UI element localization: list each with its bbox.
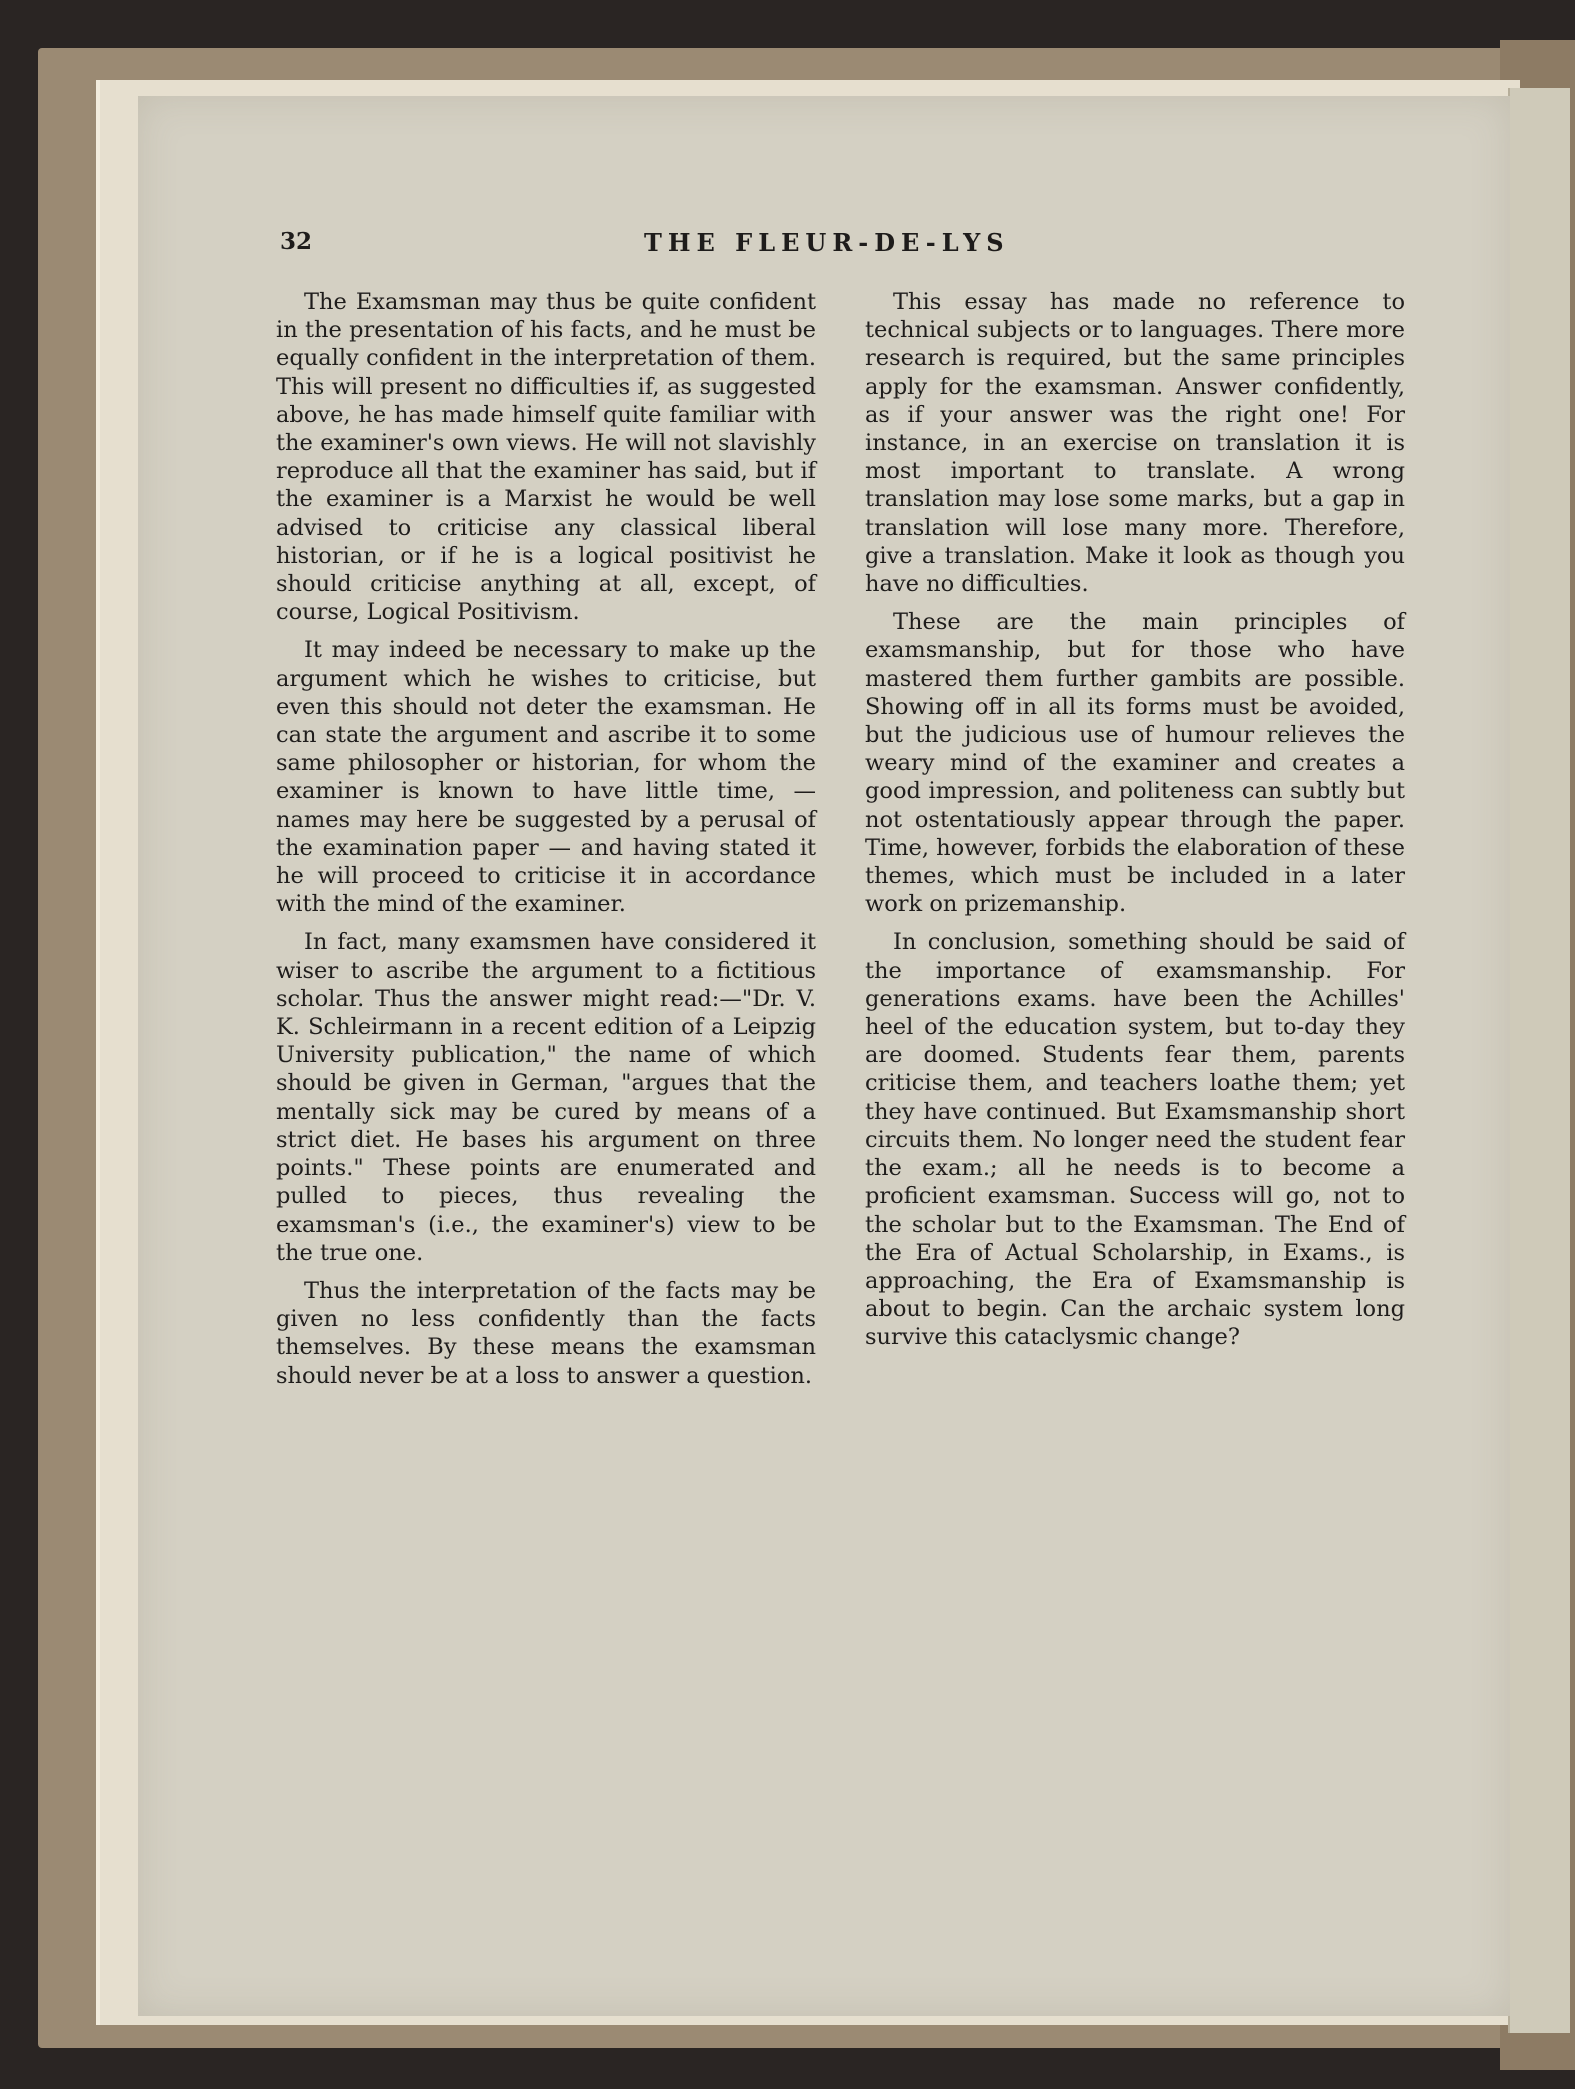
paragraph: These are the main principles of examsmanship, but for those who have mastered them further gambits are possible. Showing off in all its forms must be avoided, but the judicious use of humour relieves the weary mind of the examiner and creates a good impression, and politeness can subtly but not ostentatiously appear through the paper. Time, however, forbids the elaboration of these themes, which must be included in a later work on prizemanship. <box>865 609 1405 918</box>
page-number: 32 <box>280 228 313 255</box>
paragraph: It may indeed be necessary to make up the argument which he wishes to criticise, but even this should not deter the examsman. He can state the argument and ascribe it to some same philosopher or historian, for whom the examiner is known to have little time, — names may here be suggested by a perusal of the examination paper — and having stated it he will proceed to criticise it in accordance with the mind of the examiner. <box>276 637 816 918</box>
paragraph: Thus the interpretation of the facts may be given no less confidently than the facts themselves. By these means the examsman should never be at a loss to answer a question. <box>276 1277 816 1389</box>
paragraph: In fact, many examsmen have considered it wiser to ascribe the argument to a fictitious scholar. Thus the answer might read:—"Dr. V. K. Schleirmann in a recent edition of a Leipzig University publication," the name of which should be given in German, "argues that the mentally sick may be cured by means of a strict diet. He bases his argument on three points." These points are enumerated and pulled to pieces, thus revealing the examsman's (i.e., the examiner's) view to be the true one. <box>276 929 816 1266</box>
right-column <box>865 288 1405 1362</box>
running-title: THE FLEUR-DE-LYS <box>644 228 1010 257</box>
left-column <box>276 288 816 1400</box>
paragraph: In conclusion, something should be said of the importance of examsmanship. For generations exams. have been the Achilles' heel of the education system, but to-day they are doomed. Students fear them, parents criticise them, and teachers loathe them; yet they have continued. But Examsmanship short circuits them. No longer need the student fear the exam.; all he needs is to become a proficient examsman. Success will go, not to the scholar but to the Examsman. The End of the Era of Actual Scholarship, in Exams., is approaching, the Era of Examsmanship is about to begin. Can the archaic system long survive this cataclysmic change? <box>865 929 1405 1351</box>
paragraph: This essay has made no reference to technical subjects or to languages. There more research is required, but the same principles apply for the examsman. Answer confidently, as if your answer was the right one! For instance, in an exercise on translation it is most important to translate. A wrong translation may lose some marks, but a gap in translation will lose many more. Therefore, give a translation. Make it look as though you have no difficulties. <box>865 289 1405 598</box>
page-header <box>280 228 1410 262</box>
facing-page-edge <box>1508 88 1570 2033</box>
paragraph: The Examsman may thus be quite confident in the presentation of his facts, and he must be equally confident in the interpretation of them. This will present no difficulties if, as suggested above, he has made himself quite familiar with the examiner's own views. He will not slavishly reproduce all that the examiner has said, but if the examiner is a Marxist he would be well advised to criticise any classical liberal historian, or if he is a logical positivist he should criticise anything at all, except, of course, Logical Positivism. <box>276 289 816 626</box>
